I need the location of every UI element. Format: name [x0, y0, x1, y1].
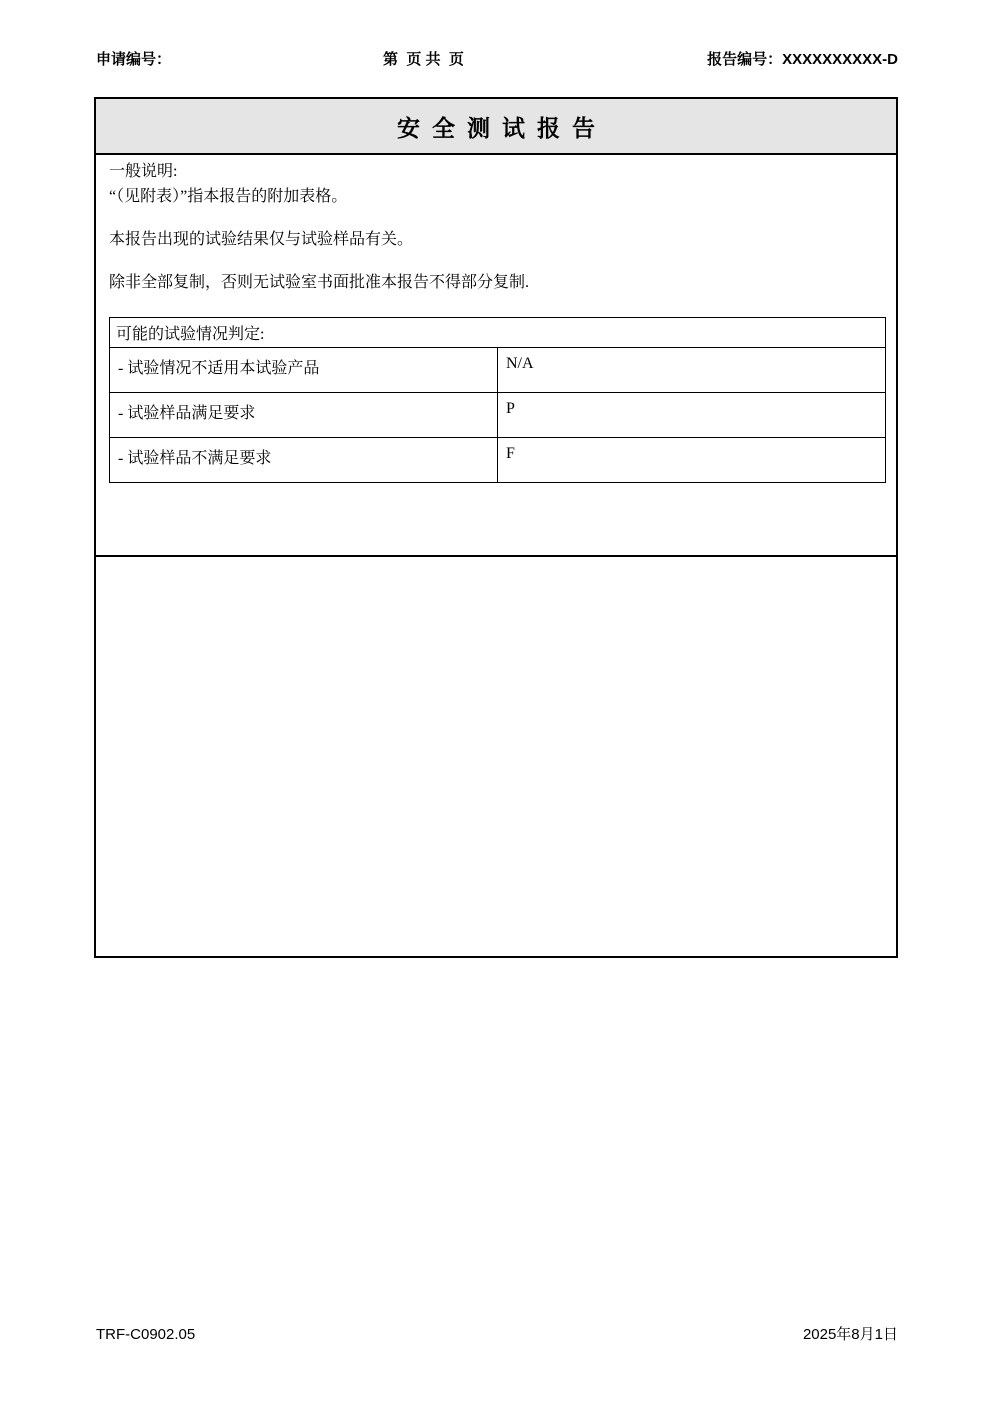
application-number-label: 申请编号：: [96, 51, 172, 68]
verdict-value: N/A: [498, 348, 886, 393]
form-code: TRF-C0902.05: [96, 1326, 196, 1343]
page-indicator: 第 页 共 页: [383, 51, 464, 68]
verdict-label: - 试验样品满足要求: [110, 393, 498, 438]
report-title-bar: [96, 99, 896, 155]
report-number-label: 报告编号：XXXXXXXXXX-D: [707, 51, 898, 68]
verdict-table: [109, 317, 886, 483]
verdict-table-header: 可能的试验情况判定:: [110, 318, 886, 348]
verdict-value: F: [498, 438, 886, 483]
report-frame: [94, 97, 898, 958]
table-row: [110, 393, 886, 438]
general-notes-section: [96, 155, 896, 557]
verdict-label: - 试验样品不满足要求: [110, 438, 498, 483]
note-line: 除非全部复制，否则无试验室书面批准本报告不得部分复制.: [109, 274, 530, 291]
report-date: 2025年8月1日: [802, 1326, 898, 1343]
report-body-empty-section: [96, 557, 896, 956]
table-row: [110, 438, 886, 483]
note-line: “（见附表）”指本报告的附加表格。: [109, 188, 348, 205]
general-notes-heading: 一般说明:: [109, 163, 178, 180]
verdict-label: - 试验情况不适用本试验产品: [110, 348, 498, 393]
verdict-value: P: [498, 393, 886, 438]
table-row: [110, 348, 886, 393]
note-line: 本报告出现的试验结果仅与试验样品有关。: [109, 231, 414, 248]
verdict-table-header-row: [110, 318, 886, 348]
report-title: 安全测试报告: [397, 115, 607, 141]
